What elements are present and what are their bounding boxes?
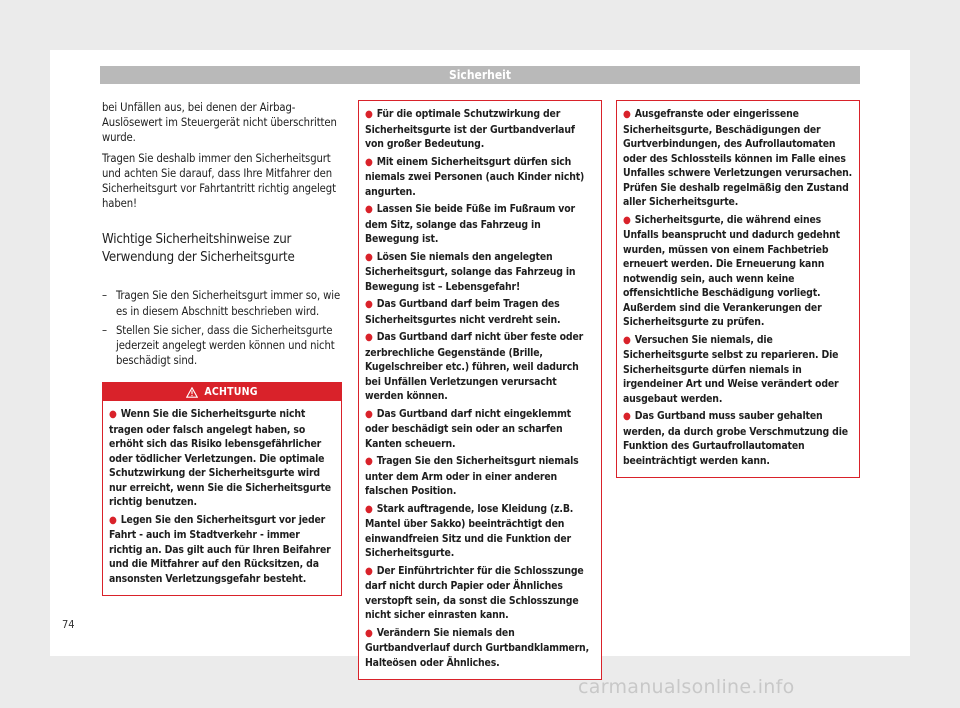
warning-item: ● Verändern Sie niemals den Gurtbandverlauf durch Gurtbandklammern, Halteösen oder Ähnliches. [365, 626, 589, 669]
paragraph: bei Unfällen aus, bei denen der Airbag-Auslösewert im Steuergerät nicht überschritten wurde. [102, 101, 337, 145]
bullet-icon: ● [365, 156, 373, 168]
bullet-icon: ● [365, 109, 373, 120]
warning-triangle-icon [186, 387, 198, 398]
bullet-icon: ● [365, 456, 373, 467]
warning-header [103, 383, 341, 401]
page-header [100, 66, 860, 84]
warning-item: ● Das Gurtband muss sauber gehalten werden, da durch grobe Verschmutzung die Funktion des Gurtaufrollautomaten beeinträchtigt werden kann. [623, 410, 848, 467]
warning-item: ● Das Gurtband darf nicht über feste oder zerbrechliche Gegenstände (Brille, Kugelschreiber etc.) führen, weil dadurch bei Unfällen Verletzungen verursacht werden können. [365, 331, 584, 402]
warning-box-continued [358, 100, 602, 680]
column-3 [616, 100, 860, 478]
warning-item: ● Legen Sie den Sicherheitsgurt vor jeder Fahrt - auch im Stadtverkehr - immer richtig an. Das gilt auch für Ihren Beifahrer und die Mitfahrer auf den Rücksitzen, da ansonsten Verletzungsgefahr besteht. [109, 513, 331, 585]
warning-item: ● Versuchen Sie niemals, die Sicherheitsgurte selbst zu reparieren. Die Sicherheitsgurte dürfen niemals in irgendeiner Art und Weise verändert oder ausgebaut werden. [623, 333, 839, 405]
warning-item: ● Das Gurtband darf beim Tragen des Sicherheitsgurtes nicht verdreht sein. [365, 298, 561, 326]
bullet-icon: ● [365, 332, 373, 343]
list-item-text: Tragen Sie den Sicherheitsgurt immer so, wie es in diesem Abschnitt beschrieben wird. [116, 289, 341, 318]
watermark-link[interactable]: carmanualsonline.info [578, 676, 795, 698]
list-item [102, 323, 342, 369]
warning-item: ● Stark auftragende, lose Kleidung (z.B. Mantel über Sakko) beeinträchtigt den einwandfreien Sitz und die Funktion der Sicherheitsgurte. [365, 502, 574, 559]
warning-item: ● Für die optimale Schutzwirkung der Sicherheitsgurte ist der Gurtbandverlauf von großer Bedeutung. [365, 108, 575, 150]
warning-label: ACHTUNG [204, 386, 258, 399]
bullet-icon: ● [365, 408, 373, 420]
bullet-icon: ● [365, 204, 373, 215]
bullet-icon: ● [365, 299, 373, 310]
column-2 [358, 100, 602, 680]
bullet-icon: ● [109, 409, 117, 421]
page-number: 74 [62, 618, 75, 631]
bullet-icon: ● [623, 411, 631, 422]
dash-symbol: – [102, 323, 107, 337]
header-title: Sicherheit [448, 68, 512, 82]
dash-list [102, 288, 342, 368]
warning-item: ● Der Einführtrichter für die Schlosszunge darf nicht durch Papier oder Ähnliches verstopft sein, da sonst die Schlosszunge nicht sicher einrasten kann. [365, 564, 584, 621]
list-item [102, 288, 342, 318]
warning-item: ● Tragen Sie den Sicherheitsgurt niemals unter dem Arm oder in einer anderen falschen Position. [365, 455, 579, 497]
warning-item: ● Mit einem Sicherheitsgurt dürfen sich niemals zwei Personen (auch Kinder nicht) angurten. [365, 155, 585, 198]
warning-box [102, 382, 342, 596]
column-1 [102, 100, 342, 596]
bullet-icon: ● [365, 627, 373, 639]
bullet-icon: ● [365, 565, 373, 577]
bullet-icon: ● [365, 503, 373, 515]
warning-item: ● Wenn Sie die Sicherheitsgurte nicht tragen oder falsch angelegt haben, so erhöht sich das Risiko lebensgefährlicher oder tödlicher Verletzungen. Die optimale Schutzwirkung der Sicherheitsgurte wird nur erreicht, wenn Sie die Sicherheitsgurte richtig benutzen. [109, 408, 331, 509]
list-item-text: Stellen Sie sicher, dass die Sicherheitsgurte jederzeit angelegt werden können und nicht beschädigt sind. [116, 323, 335, 368]
dash-symbol: – [102, 289, 107, 303]
section-heading: Wichtige Sicherheitshinweise zur Verwendung der Sicherheitsgurte [102, 232, 295, 265]
warning-item: ● Ausgefranste oder eingerissene Sicherheitsgurte, Beschädigungen der Gurtverbindungen, des Aufrollautomaten oder des Schlossteils können im Falle eines Unfalles schwere Verletzungen verursachen. Prüfen Sie deshalb regelmäßig den Zustand aller Sicherheitsgurte. [623, 108, 853, 208]
bullet-icon: ● [623, 214, 631, 226]
bullet-icon: ● [623, 334, 631, 346]
bullet-icon: ● [623, 109, 631, 120]
bullet-icon: ● [109, 514, 117, 526]
paragraph: Tragen Sie deshalb immer den Sicherheitsgurt und achten Sie darauf, dass Ihre Mitfahrer den Sicherheitsgurt vor Fahrtantritt richtig angelegt haben! [102, 151, 336, 211]
warning-item: ● Lösen Sie niemals den angelegten Sicherheitsgurt, solange das Fahrzeug in Bewegung ist – Lebensgefahr! [365, 250, 576, 293]
warning-item: ● Sicherheitsgurte, die während eines Unfalls beansprucht und dadurch gedehnt wurden, müssen von einem Fachbetrieb erneuert werden. Die Erneuerung kann notwendig sein, auch wenn keine offensichtliche Beschädigung vorliegt. Außerdem sind die Verankerungen der Sicherheitsgurte zu prüfen. [623, 213, 840, 328]
warning-item: ● Das Gurtband darf nicht eingeklemmt oder beschädigt sein oder an scharfen Kanten scheuern. [365, 407, 571, 450]
bullet-icon: ● [365, 251, 373, 263]
warning-box-continued [616, 100, 860, 478]
warning-item: ● Lassen Sie beide Füße im Fußraum vor dem Sitz, solange das Fahrzeug in Bewegung ist. [365, 203, 575, 245]
